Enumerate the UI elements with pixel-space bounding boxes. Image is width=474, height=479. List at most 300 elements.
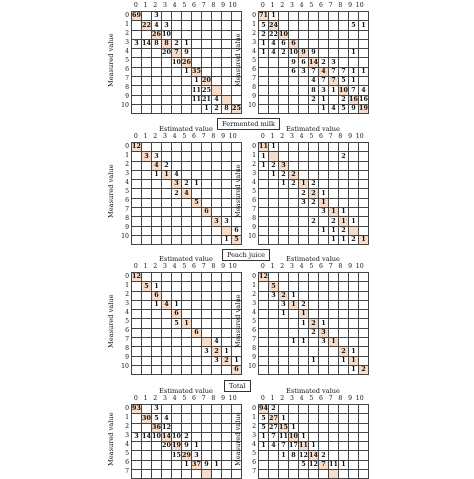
grid-cell <box>279 470 289 479</box>
grid-cell <box>212 300 222 309</box>
grid-cell: 4 <box>162 300 172 309</box>
x-tick-label: 9 <box>348 2 352 9</box>
grid-cell <box>132 451 142 460</box>
grid-row <box>259 104 369 113</box>
grid-cell <box>339 432 349 441</box>
grid-cell <box>142 235 152 244</box>
grid-cell <box>259 460 269 469</box>
grid-cell: 1 <box>319 226 329 235</box>
grid-cell <box>202 180 212 189</box>
grid-cell <box>192 152 202 161</box>
grid-cell: 14 <box>142 39 151 48</box>
grid-cell <box>359 282 369 291</box>
grid-cell <box>142 161 152 170</box>
grid-row <box>259 414 369 423</box>
grid-cell <box>222 77 232 86</box>
grid-cell <box>142 460 152 469</box>
grid-cell <box>269 86 279 95</box>
grid-cell <box>162 217 172 226</box>
grid-cell: 3 <box>299 67 309 76</box>
grid-cell <box>172 95 182 104</box>
grid-cell <box>309 226 319 235</box>
grid-cell: 2 <box>309 189 319 198</box>
grid-cell <box>152 95 162 104</box>
grid-cell <box>339 319 349 328</box>
x-tick-label: 3 <box>289 133 294 140</box>
grid-cell <box>269 235 279 244</box>
grid-cell <box>212 310 222 319</box>
grid-cell <box>212 86 222 95</box>
grid-cell <box>152 451 162 460</box>
grid-cell: 1 <box>182 39 192 48</box>
grid-cell <box>339 442 349 451</box>
grid-cell <box>299 161 309 170</box>
grid-cell <box>222 67 232 76</box>
grid-cell: 6 <box>202 208 212 217</box>
grid-row <box>259 338 369 347</box>
grid-cell <box>349 189 359 198</box>
grid-cell: 6 <box>299 58 309 67</box>
grid-cell: 1 <box>349 77 359 86</box>
grid-row <box>132 208 242 217</box>
grid-cell <box>202 58 212 67</box>
row-tick-labels <box>120 404 129 476</box>
grid-cell: 27 <box>269 413 278 422</box>
y-axis-title: Measured value <box>107 163 115 218</box>
grid-cell <box>132 291 142 300</box>
grid-cell <box>162 58 172 67</box>
grid-cell <box>172 328 182 337</box>
grid-cell <box>329 291 339 300</box>
grid-cell <box>289 310 299 319</box>
x-tick-label: 3 <box>289 395 294 402</box>
grid-cell <box>329 300 339 309</box>
grid-cell <box>359 208 369 217</box>
grid-row <box>259 180 369 189</box>
grid-cell <box>309 170 319 179</box>
grid-cell: 1 <box>152 300 162 309</box>
grid-cell: 12 <box>132 272 141 281</box>
grid-cell <box>222 432 232 441</box>
grid-cell <box>289 86 299 95</box>
x-tick-label: 1 <box>270 2 275 9</box>
y-tick-label: 8 <box>125 84 129 91</box>
grid-cell <box>259 104 269 113</box>
grid-cell <box>212 365 222 374</box>
grid-cell <box>222 208 232 217</box>
x-tick-label: 4 <box>299 2 304 9</box>
grid-cell: 2 <box>289 180 299 189</box>
grid-cell <box>152 58 162 67</box>
grid-cell <box>279 67 289 76</box>
grid-cell: 1 <box>349 67 359 76</box>
grid-cell <box>259 291 269 300</box>
grid-cell: 7 <box>172 49 182 58</box>
grid-cell <box>172 235 182 244</box>
grid-cell <box>339 180 349 189</box>
y-tick-label: 3 <box>252 39 256 46</box>
y-tick-label: 4 <box>125 309 129 316</box>
grid-cell <box>132 319 142 328</box>
column-tick-labels <box>131 2 238 9</box>
grid-row <box>132 67 242 76</box>
grid-cell <box>142 347 152 356</box>
grid-cell <box>279 282 289 291</box>
grid-cell <box>182 328 192 337</box>
grid-cell <box>349 39 359 48</box>
x-tick-label: 3 <box>162 2 167 9</box>
grid-cell <box>232 95 242 104</box>
grid-cell <box>269 217 279 226</box>
grid-cell: 8 <box>152 39 162 48</box>
grid-cell <box>339 49 349 58</box>
grid-cell <box>349 273 359 282</box>
grid-cell <box>162 77 172 86</box>
grid-cell <box>329 189 339 198</box>
grid-cell <box>172 30 182 39</box>
grid-row <box>259 217 369 226</box>
grid-cell: 11 <box>299 441 308 450</box>
grid-row <box>259 77 369 86</box>
grid-cell <box>259 95 269 104</box>
grid-cell <box>172 470 182 479</box>
grid-cell <box>339 170 349 179</box>
section-label: Total <box>224 380 251 392</box>
grid-cell: 12 <box>132 142 141 151</box>
grid-cell: 1 <box>289 291 299 300</box>
grid-cell <box>309 208 319 217</box>
grid-cell: 3 <box>299 198 309 207</box>
grid-cell <box>182 198 192 207</box>
grid-cell <box>299 217 309 226</box>
grid-cell <box>259 310 269 319</box>
grid-cell <box>162 273 172 282</box>
y-tick-label: 8 <box>125 215 129 222</box>
confusion-matrix-r3-right <box>234 387 369 479</box>
grid-cell: 1 <box>212 460 222 469</box>
grid-cell <box>299 347 309 356</box>
grid-cell: 36 <box>152 423 161 431</box>
x-tick-label: 4 <box>299 133 304 140</box>
grid-cell <box>202 273 212 282</box>
grid-cell <box>162 282 172 291</box>
grid-cell <box>232 282 242 291</box>
grid-cell <box>142 338 152 347</box>
y-axis-title: Measured value <box>107 32 115 87</box>
grid-cell: 20 <box>162 48 171 57</box>
grid-cell <box>212 143 222 152</box>
grid-cell <box>202 282 212 291</box>
grid-cell: 6 <box>232 365 242 374</box>
grid-cell: 69 <box>132 11 141 20</box>
grid-cell <box>192 300 202 309</box>
grid-cell <box>152 180 162 189</box>
x-tick-label: 0 <box>260 133 265 140</box>
grid-cell <box>309 365 319 374</box>
grid-cell: 3 <box>279 161 289 170</box>
x-tick-label: 0 <box>133 2 138 9</box>
grid-cell <box>259 470 269 479</box>
grid-cell <box>142 273 152 282</box>
grid-cell <box>319 273 329 282</box>
row-tick-labels <box>247 404 256 476</box>
grid-row <box>132 405 242 414</box>
column-tick-labels <box>258 133 365 140</box>
grid-row <box>259 365 369 374</box>
grid-cell: 1 <box>289 423 299 432</box>
grid-row <box>132 235 242 244</box>
grid-row <box>259 95 369 104</box>
grid-cell <box>339 21 349 30</box>
grid-cell <box>192 208 202 217</box>
grid-cell: 5 <box>339 77 349 86</box>
grid-cell: 5 <box>269 282 279 291</box>
grid-cell <box>172 365 182 374</box>
grid-cell <box>142 226 152 235</box>
grid-cell <box>329 282 339 291</box>
grid-cell <box>259 451 269 460</box>
grid-cell <box>192 310 202 319</box>
grid-cell <box>202 217 212 226</box>
column-tick-labels <box>258 2 365 9</box>
grid-cell <box>172 198 182 207</box>
grid-cell <box>309 470 319 479</box>
grid-cell: 3 <box>222 217 232 226</box>
grid-cell <box>172 217 182 226</box>
x-tick-label: 2 <box>153 263 158 270</box>
grid-cell <box>319 282 329 291</box>
grid-cell <box>269 152 279 161</box>
grid-cell: 7 <box>349 86 359 95</box>
y-tick-label: 7 <box>125 206 129 213</box>
grid-cell <box>132 208 142 217</box>
grid-cell <box>349 460 359 469</box>
grid-cell <box>182 21 192 30</box>
grid-cell <box>319 161 329 170</box>
x-tick-label: 4 <box>172 133 177 140</box>
grid-cell: 1 <box>319 319 329 328</box>
grid-cell: 26 <box>182 57 191 66</box>
grid-cell: 26 <box>152 30 161 38</box>
grid-cell <box>132 161 142 170</box>
grid-cell <box>202 338 212 347</box>
grid-cell <box>212 405 222 414</box>
grid-cell <box>142 189 152 198</box>
grid-row <box>132 423 242 432</box>
grid-cell <box>152 347 162 356</box>
grid-cell <box>289 470 299 479</box>
x-tick-label: 6 <box>319 263 323 270</box>
grid-cell: 6 <box>172 310 182 319</box>
grid-cell <box>329 273 339 282</box>
grid-cell <box>212 49 222 58</box>
y-tick-label: 7 <box>252 468 256 475</box>
y-tick-label: 4 <box>252 179 256 186</box>
grid-cell <box>182 300 192 309</box>
grid-cell <box>349 319 359 328</box>
grid-cell <box>319 356 329 365</box>
column-tick-labels <box>258 395 365 402</box>
y-tick-label: 2 <box>125 161 129 168</box>
grid-cell <box>202 170 212 179</box>
y-tick-label: 7 <box>252 206 256 213</box>
grid-cell <box>152 338 162 347</box>
grid-cell <box>152 143 162 152</box>
grid-cell <box>192 365 202 374</box>
y-tick-label: 5 <box>125 450 129 457</box>
x-tick-label: 1 <box>270 263 275 270</box>
grid-cell <box>132 442 142 451</box>
grid-cell <box>349 226 359 235</box>
grid-cell: 1 <box>182 460 192 469</box>
x-tick-label: 3 <box>289 2 294 9</box>
grid-cell: 1 <box>339 217 349 226</box>
y-tick-label: 10 <box>248 102 256 109</box>
grid-cell <box>359 58 369 67</box>
grid-cell <box>359 39 369 48</box>
grid-cell <box>132 217 142 226</box>
x-tick-label: 6 <box>192 2 196 9</box>
y-tick-label: 8 <box>125 345 129 352</box>
grid-cell: 1 <box>299 319 309 328</box>
y-tick-label: 0 <box>125 405 129 412</box>
grid-cell <box>192 21 202 30</box>
x-tick-label: 0 <box>133 133 138 140</box>
grid-cell <box>289 152 299 161</box>
grid-cell <box>192 189 202 198</box>
x-tick-label: 5 <box>309 133 314 140</box>
grid-cell: 19 <box>172 441 181 450</box>
grid-cell <box>212 442 222 451</box>
grid-cell: 19 <box>359 104 368 113</box>
grid-cell <box>202 143 212 152</box>
grid-row <box>259 86 369 95</box>
grid-cell <box>259 319 269 328</box>
grid-cell: 1 <box>359 67 369 76</box>
x-tick-label: 2 <box>153 2 158 9</box>
grid-cell <box>299 226 309 235</box>
grid-cell: 14 <box>142 432 151 441</box>
grid-cell: 1 <box>319 95 329 104</box>
grid-cell <box>359 217 369 226</box>
grid-cell: 71 <box>259 11 268 20</box>
grid-cell <box>152 77 162 86</box>
grid-cell <box>212 282 222 291</box>
grid-cell: 25 <box>202 85 211 94</box>
x-tick-label: 7 <box>328 263 333 270</box>
grid-cell <box>222 21 232 30</box>
grid-cell: 1 <box>222 347 232 356</box>
grid-cell <box>329 432 339 441</box>
grid-cell: 5 <box>259 423 269 432</box>
grid-cell <box>132 470 142 479</box>
grid-cell: 2 <box>319 58 329 67</box>
grid-row <box>132 319 242 328</box>
x-axis-title: Estimated value <box>159 125 213 133</box>
x-tick-label: 2 <box>280 263 285 270</box>
grid-cell <box>162 67 172 76</box>
grid-cell <box>152 67 162 76</box>
grid-cell <box>202 356 212 365</box>
grid-cell: 5 <box>299 460 309 469</box>
grid-cell <box>222 180 232 189</box>
grid-row <box>132 12 242 21</box>
grid-cell: 1 <box>232 356 242 365</box>
y-tick-label: 5 <box>125 318 129 325</box>
y-tick-label: 3 <box>125 300 129 307</box>
x-tick-label: 1 <box>270 133 275 140</box>
value-grid <box>258 404 369 479</box>
grid-row <box>132 86 242 95</box>
grid-cell <box>192 414 202 423</box>
grid-cell: 2 <box>172 189 182 198</box>
grid-cell <box>212 423 222 432</box>
grid-cell <box>309 143 319 152</box>
grid-cell <box>132 21 142 30</box>
grid-cell: 4 <box>172 170 182 179</box>
grid-cell <box>152 356 162 365</box>
grid-cell <box>349 442 359 451</box>
grid-cell <box>359 405 369 414</box>
y-tick-label: 5 <box>252 57 256 64</box>
grid-cell: 3 <box>329 58 339 67</box>
grid-cell <box>192 170 202 179</box>
grid-row <box>259 12 369 21</box>
grid-cell <box>329 49 339 58</box>
grid-cell <box>232 86 242 95</box>
y-tick-label: 10 <box>248 233 256 240</box>
y-tick-label: 6 <box>252 327 256 334</box>
grid-cell: 5 <box>142 282 152 291</box>
x-tick-label: 8 <box>211 133 216 140</box>
grid-cell <box>212 328 222 337</box>
x-tick-label: 0 <box>133 395 138 402</box>
grid-cell: 1 <box>259 39 269 48</box>
x-tick-label: 6 <box>192 263 196 270</box>
grid-cell: 12 <box>299 450 308 459</box>
grid-cell: 2 <box>269 405 279 414</box>
y-tick-label: 8 <box>252 84 256 91</box>
grid-cell <box>309 347 319 356</box>
grid-cell <box>359 347 369 356</box>
y-tick-label: 6 <box>125 327 129 334</box>
x-tick-label: 8 <box>338 2 343 9</box>
grid-cell: 1 <box>259 152 269 161</box>
y-tick-label: 2 <box>125 423 129 430</box>
grid-cell <box>232 152 242 161</box>
x-tick-label: 0 <box>133 263 138 270</box>
grid-cell <box>269 328 279 337</box>
grid-cell <box>202 49 212 58</box>
y-tick-label: 7 <box>252 75 256 82</box>
grid-cell <box>232 21 242 30</box>
x-tick-label: 9 <box>221 2 225 9</box>
grid-cell <box>162 291 172 300</box>
grid-cell <box>152 104 162 113</box>
grid-cell <box>329 405 339 414</box>
grid-cell <box>152 460 162 469</box>
grid-cell: 1 <box>259 432 269 441</box>
x-axis-title: Estimated value <box>286 255 340 263</box>
grid-cell <box>329 39 339 48</box>
x-tick-label: 0 <box>260 263 265 270</box>
grid-cell <box>152 86 162 95</box>
x-tick-label: 10 <box>355 133 364 140</box>
grid-cell <box>162 235 172 244</box>
grid-cell: 1 <box>269 143 279 152</box>
grid-cell: 9 <box>309 49 319 58</box>
y-axis-title: Measured value <box>107 293 115 348</box>
